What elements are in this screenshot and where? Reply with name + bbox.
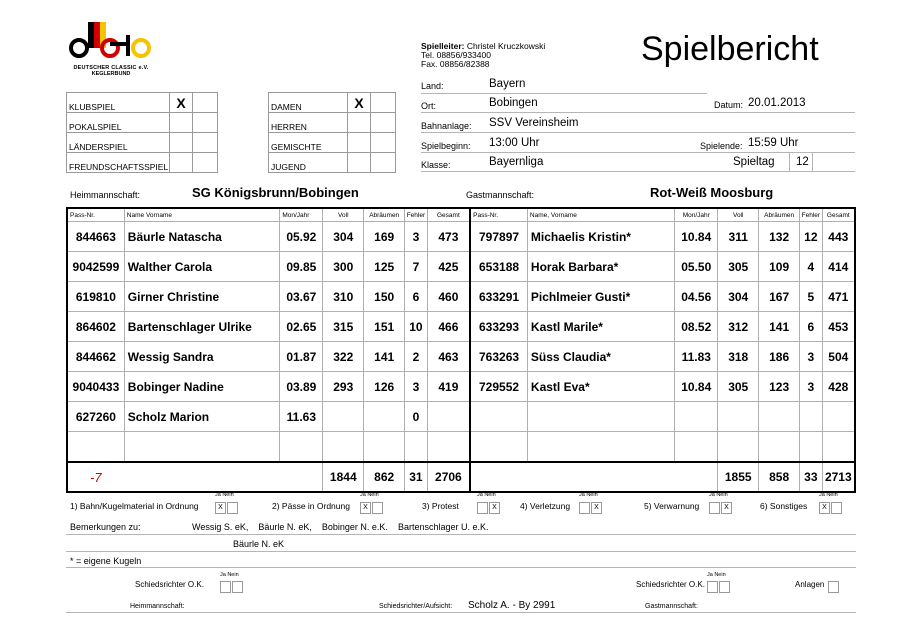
game-type-row [67, 93, 218, 113]
score-table [66, 207, 856, 493]
logo-line1: DEUTSCHER CLASSIC e.V. [73, 65, 149, 71]
category-row [269, 153, 396, 173]
home-mj-cell: 03.89 [280, 372, 323, 402]
guest-ges-cell: 471 [822, 282, 855, 312]
game-type-mark[interactable] [170, 133, 193, 153]
category-empty-cell [371, 113, 396, 133]
check-label-3: 3) Protest [422, 501, 459, 511]
remark-item: Bäurle N. eK, [258, 522, 312, 532]
home-fehler-cell: 6 [405, 282, 428, 312]
game-type-row [67, 113, 218, 133]
hdr-voll: Voll [323, 208, 364, 222]
home-fehler-cell: 3 [405, 222, 428, 252]
game-type-empty-cell [193, 133, 218, 153]
guest-abr-cell: 109 [759, 252, 800, 282]
game-type-row [67, 153, 218, 173]
guest-pass-cell: 653188 [470, 252, 527, 282]
game-type-mark[interactable] [170, 153, 193, 173]
check-ja-checkbox[interactable] [709, 502, 720, 514]
hdr-name: Name, Vorname [527, 208, 674, 222]
home-pass-cell: 864602 [67, 312, 124, 342]
guest-fehler-cell: 3 [800, 342, 823, 372]
guest-abr-cell [759, 432, 800, 463]
home-diff-cell: -7 [67, 462, 323, 492]
home-fehler-cell: 3 [405, 372, 428, 402]
home-name-cell [124, 432, 280, 463]
category-mark[interactable] [348, 133, 371, 153]
game-type-empty-cell [193, 153, 218, 173]
sign-referee-label: Schiedsrichter/Aufsicht: [379, 603, 453, 610]
category-empty-cell [371, 93, 396, 113]
page-title: Spielbericht [641, 30, 819, 68]
home-fehler-cell: 0 [405, 402, 428, 432]
guest-pass-cell [470, 402, 527, 432]
guest-ges-cell [822, 402, 855, 432]
home-abr-cell [364, 432, 405, 463]
bahnanlage-value: SSV Vereinsheim [489, 117, 579, 129]
check-jn-1: Ja Nein [215, 492, 234, 498]
game-type-label: LÄNDERSPIEL [67, 133, 170, 153]
home-mj-cell: 01.87 [280, 342, 323, 372]
home-fehler-cell: 2 [405, 342, 428, 372]
game-type-label: POKALSPIEL [67, 113, 170, 133]
hdr-fehler: Fehler [405, 208, 428, 222]
guest-mj-cell: 08.52 [675, 312, 718, 342]
home-total-ges: 2706 [427, 462, 470, 492]
home-pass-cell: 9042599 [67, 252, 124, 282]
logo [66, 20, 156, 77]
check-nein-checkbox[interactable] [227, 502, 238, 514]
home-abr-cell: 141 [364, 342, 405, 372]
klasse-value: Bayernliga [489, 156, 544, 168]
home-total-voll: 1844 [323, 462, 364, 492]
home-pass-cell: 844662 [67, 342, 124, 372]
category-label: GEMISCHTE [269, 133, 348, 153]
spielende-label: Spielende: [700, 141, 743, 151]
sign-guest-label: Gastmannschaft: [645, 603, 698, 610]
check-ja-checkbox[interactable]: X [360, 502, 371, 514]
hdr-fehler: Fehler [800, 208, 823, 222]
check-jn-2: Ja Nein [360, 492, 379, 498]
category-label: HERREN [269, 113, 348, 133]
home-ges-cell: 463 [427, 342, 470, 372]
guest-name-cell: Süss Claudia* [527, 342, 674, 372]
home-abr-cell [364, 402, 405, 432]
home-abr-cell: 125 [364, 252, 405, 282]
guest-mj-cell: 10.84 [675, 222, 718, 252]
table-row [67, 252, 855, 282]
category-empty-cell [371, 133, 396, 153]
guest-name-cell: Kastl Marile* [527, 312, 674, 342]
home-mj-cell: 09.85 [280, 252, 323, 282]
guest-ges-cell: 443 [822, 222, 855, 252]
check-label-6: 6) Sonstiges [760, 501, 808, 511]
table-row [67, 222, 855, 252]
home-total-fehler: 31 [405, 462, 428, 492]
remark-item: Wessig S. eK, [192, 522, 249, 532]
home-pass-cell: 844663 [67, 222, 124, 252]
check-nein-checkbox[interactable] [372, 502, 383, 514]
guest-name-cell [527, 432, 674, 463]
land-label: Land: [421, 81, 444, 91]
check-ja-checkbox[interactable]: X [819, 502, 830, 514]
home-ges-cell: 466 [427, 312, 470, 342]
check-label-1: 1) Bahn/Kugelmaterial in Ordnung [70, 501, 199, 511]
klasse-label: Klasse: [421, 160, 451, 170]
guest-ges-cell: 453 [822, 312, 855, 342]
guest-name-cell: Michaelis Kristin* [527, 222, 674, 252]
game-type-empty-cell [193, 113, 218, 133]
table-row [67, 402, 855, 432]
guest-voll-cell: 304 [718, 282, 759, 312]
home-abr-cell: 151 [364, 312, 405, 342]
home-abr-cell: 126 [364, 372, 405, 402]
datum-value: 20.01.2013 [748, 97, 806, 109]
home-name-cell: Walther Carola [124, 252, 280, 282]
home-name-cell: Girner Christine [124, 282, 280, 312]
home-name-cell: Bobinger Nadine [124, 372, 280, 402]
home-pass-cell: 619810 [67, 282, 124, 312]
guest-total-ges: 2713 [822, 462, 855, 492]
guest-name-cell: Kastl Eva* [527, 372, 674, 402]
category-label: JUGEND [269, 153, 348, 173]
guest-fehler-cell: 3 [800, 372, 823, 402]
home-abr-cell: 169 [364, 222, 405, 252]
home-ges-cell: 460 [427, 282, 470, 312]
home-pass-cell [67, 432, 124, 463]
spielende-value: 15:59 Uhr [748, 137, 799, 149]
guest-abr-cell: 186 [759, 342, 800, 372]
guest-voll-cell [718, 432, 759, 463]
totals-row [67, 462, 855, 492]
ort-value: Bobingen [489, 97, 538, 109]
guest-mj-cell: 05.50 [675, 252, 718, 282]
guest-team-name: Rot-Weiß Moosburg [650, 185, 774, 200]
check-jn-4: Ja Nein [579, 492, 598, 498]
home-name-cell: Bartenschlager Ulrike [124, 312, 280, 342]
check-nein-checkbox[interactable]: X [489, 502, 500, 514]
guest-fehler-cell: 12 [800, 222, 823, 252]
home-pass-cell: 627260 [67, 402, 124, 432]
ref-ok-jn-home: Ja Nein [220, 572, 239, 578]
footnote: * = eigene Kugeln [70, 556, 142, 566]
home-ges-cell: 473 [427, 222, 470, 252]
remarks-line2: Bäurle N. eK [233, 539, 285, 549]
home-fehler-cell: 10 [405, 312, 428, 342]
guest-voll-cell: 305 [718, 372, 759, 402]
guest-total-voll: 1855 [718, 462, 759, 492]
home-voll-cell [323, 432, 364, 463]
sign-referee-name: Scholz A. - By 2991 [468, 600, 556, 611]
home-fehler-cell: 7 [405, 252, 428, 282]
home-name-cell: Wessig Sandra [124, 342, 280, 372]
hdr-abraeumen: Abräumen [759, 208, 800, 222]
table-row [67, 312, 855, 342]
guest-name-cell: Horak Barbara* [527, 252, 674, 282]
home-mj-cell: 11.63 [280, 402, 323, 432]
check-jn-6: Ja Nein [819, 492, 838, 498]
home-fehler-cell [405, 432, 428, 463]
category-row [269, 93, 396, 113]
guest-team-label: Gastmannschaft: [466, 190, 535, 200]
hdr-gesamt: Gesamt [427, 208, 470, 222]
bahnanlage-label: Bahnanlage: [421, 121, 472, 131]
check-label-4: 4) Verletzung [520, 501, 571, 511]
guest-ges-cell: 414 [822, 252, 855, 282]
home-ges-cell [427, 432, 470, 463]
home-voll-cell: 322 [323, 342, 364, 372]
check-jn-3: Ja Nein [477, 492, 496, 498]
ref-ok-home-nein-checkbox[interactable] [232, 581, 243, 593]
guest-pass-cell: 729552 [470, 372, 527, 402]
guest-total-blank [470, 462, 718, 492]
check-jn-5: Ja Nein [709, 492, 728, 498]
home-voll-cell: 310 [323, 282, 364, 312]
organizer-name: Christel Kruczkowski [466, 41, 546, 51]
category-mark[interactable]: X [348, 93, 371, 113]
guest-mj-cell [675, 402, 718, 432]
table-row [67, 282, 855, 312]
home-voll-cell: 304 [323, 222, 364, 252]
anlagen-checkbox[interactable] [828, 581, 839, 593]
guest-fehler-cell [800, 402, 823, 432]
table-row [67, 372, 855, 402]
remarks-label: Bemerkungen zu: [70, 522, 141, 532]
spielbeginn-label: Spielbeginn: [421, 141, 471, 151]
home-team-name: SG Königsbrunn/Bobingen [192, 185, 359, 200]
game-type-empty-cell [193, 93, 218, 113]
home-ges-cell: 419 [427, 372, 470, 402]
guest-total-abr: 858 [759, 462, 800, 492]
game-type-mark[interactable] [170, 113, 193, 133]
ref-ok-home-ja-checkbox[interactable] [220, 581, 231, 593]
guest-fehler-cell: 4 [800, 252, 823, 282]
home-voll-cell: 315 [323, 312, 364, 342]
anlagen-label: Anlagen [795, 580, 825, 589]
ref-ok-guest-nein-checkbox[interactable] [719, 581, 730, 593]
guest-fehler-cell: 6 [800, 312, 823, 342]
organizer-fax: Fax. 08856/82388 [421, 59, 490, 69]
remarks-items [192, 522, 498, 532]
organizer-tel: Tel. 08856/933400 [421, 50, 491, 60]
home-total-abr: 862 [364, 462, 405, 492]
spieltag-label: Spieltag [733, 156, 775, 168]
game-type-row [67, 133, 218, 153]
guest-pass-cell: 633293 [470, 312, 527, 342]
guest-voll-cell: 318 [718, 342, 759, 372]
organizer-block [421, 42, 545, 69]
check-ja-checkbox[interactable] [579, 502, 590, 514]
guest-pass-cell: 763263 [470, 342, 527, 372]
logo-graphic [66, 20, 156, 60]
game-type-table [66, 92, 218, 173]
home-name-cell: Scholz Marion [124, 402, 280, 432]
guest-ges-cell [822, 432, 855, 463]
hdr-gesamt: Gesamt [822, 208, 855, 222]
category-table [268, 92, 396, 173]
guest-voll-cell: 311 [718, 222, 759, 252]
hdr-pass: Pass-Nr. [470, 208, 527, 222]
guest-name-cell [527, 402, 674, 432]
guest-abr-cell: 132 [759, 222, 800, 252]
check-nein-checkbox[interactable]: X [591, 502, 602, 514]
remark-item: Bobinger N. e.K. [321, 522, 388, 532]
check-nein-checkbox[interactable] [831, 502, 842, 514]
check-ja-checkbox[interactable] [477, 502, 488, 514]
guest-total-fehler: 33 [800, 462, 823, 492]
ref-ok-guest-label: Schiedsrichter O.K. [636, 580, 705, 589]
guest-name-cell: Pichlmeier Gusti* [527, 282, 674, 312]
category-mark[interactable] [348, 153, 371, 173]
guest-mj-cell [675, 432, 718, 463]
guest-fehler-cell: 5 [800, 282, 823, 312]
hdr-pass: Pass-Nr. [67, 208, 124, 222]
table-row [67, 342, 855, 372]
home-voll-cell: 293 [323, 372, 364, 402]
logo-line2: KEGLERBUND [91, 71, 131, 77]
hdr-name: Name Vorname [124, 208, 280, 222]
category-row [269, 113, 396, 133]
home-mj-cell [280, 432, 323, 463]
check-ja-checkbox[interactable]: X [215, 502, 226, 514]
guest-voll-cell [718, 402, 759, 432]
guest-abr-cell: 141 [759, 312, 800, 342]
guest-pass-cell: 633291 [470, 282, 527, 312]
guest-voll-cell: 305 [718, 252, 759, 282]
spieltag-value: 12 [796, 156, 809, 168]
hdr-abraeumen: Abräumen [364, 208, 405, 222]
ref-ok-home-label: Schiedsrichter O.K. [135, 580, 204, 589]
land-value: Bayern [489, 78, 526, 90]
home-name-cell: Bäurle Natascha [124, 222, 280, 252]
home-ges-cell: 425 [427, 252, 470, 282]
home-voll-cell [323, 402, 364, 432]
ort-label: Ort: [421, 101, 436, 111]
spielbeginn-value: 13:00 Uhr [489, 137, 540, 149]
check-nein-checkbox[interactable]: X [721, 502, 732, 514]
sign-home-label: Heimmannschaft: [130, 603, 185, 610]
home-team-label: Heimmannschaft: [70, 190, 141, 200]
datum-label: Datum: [714, 100, 744, 110]
guest-mj-cell: 10.84 [675, 372, 718, 402]
home-mj-cell: 05.92 [280, 222, 323, 252]
home-pass-cell: 9040433 [67, 372, 124, 402]
ref-ok-guest-ja-checkbox[interactable] [707, 581, 718, 593]
home-voll-cell: 300 [323, 252, 364, 282]
guest-abr-cell: 123 [759, 372, 800, 402]
score-table-header [67, 208, 855, 222]
category-label: DAMEN [269, 93, 348, 113]
organizer-label: Spielleiter: [421, 41, 465, 51]
home-mj-cell: 03.67 [280, 282, 323, 312]
checks-row [66, 492, 856, 514]
hdr-monjahr: Mon/Jahr [280, 208, 323, 222]
table-row [67, 432, 855, 463]
home-mj-cell: 02.65 [280, 312, 323, 342]
guest-mj-cell: 04.56 [675, 282, 718, 312]
hdr-voll: Voll [718, 208, 759, 222]
category-empty-cell [371, 153, 396, 173]
ref-ok-jn-guest: Ja Nein [707, 572, 726, 578]
home-abr-cell: 150 [364, 282, 405, 312]
remark-item: Bartenschlager U. e.K. [397, 522, 489, 532]
guest-fehler-cell [800, 432, 823, 463]
guest-abr-cell: 167 [759, 282, 800, 312]
guest-ges-cell: 428 [822, 372, 855, 402]
game-type-mark[interactable]: X [170, 93, 193, 113]
category-row [269, 133, 396, 153]
hdr-monjahr: Mon/Jahr [675, 208, 718, 222]
guest-ges-cell: 504 [822, 342, 855, 372]
game-type-label: KLUBSPIEL [67, 93, 170, 113]
check-label-2: 2) Pässe in Ordnung [272, 501, 350, 511]
home-ges-cell [427, 402, 470, 432]
check-label-5: 5) Verwarnung [644, 501, 700, 511]
guest-mj-cell: 11.83 [675, 342, 718, 372]
guest-pass-cell [470, 432, 527, 463]
guest-pass-cell: 797897 [470, 222, 527, 252]
guest-voll-cell: 312 [718, 312, 759, 342]
game-type-label: FREUNDSCHAFTSSPIEL [67, 153, 170, 173]
category-mark[interactable] [348, 113, 371, 133]
guest-abr-cell [759, 402, 800, 432]
